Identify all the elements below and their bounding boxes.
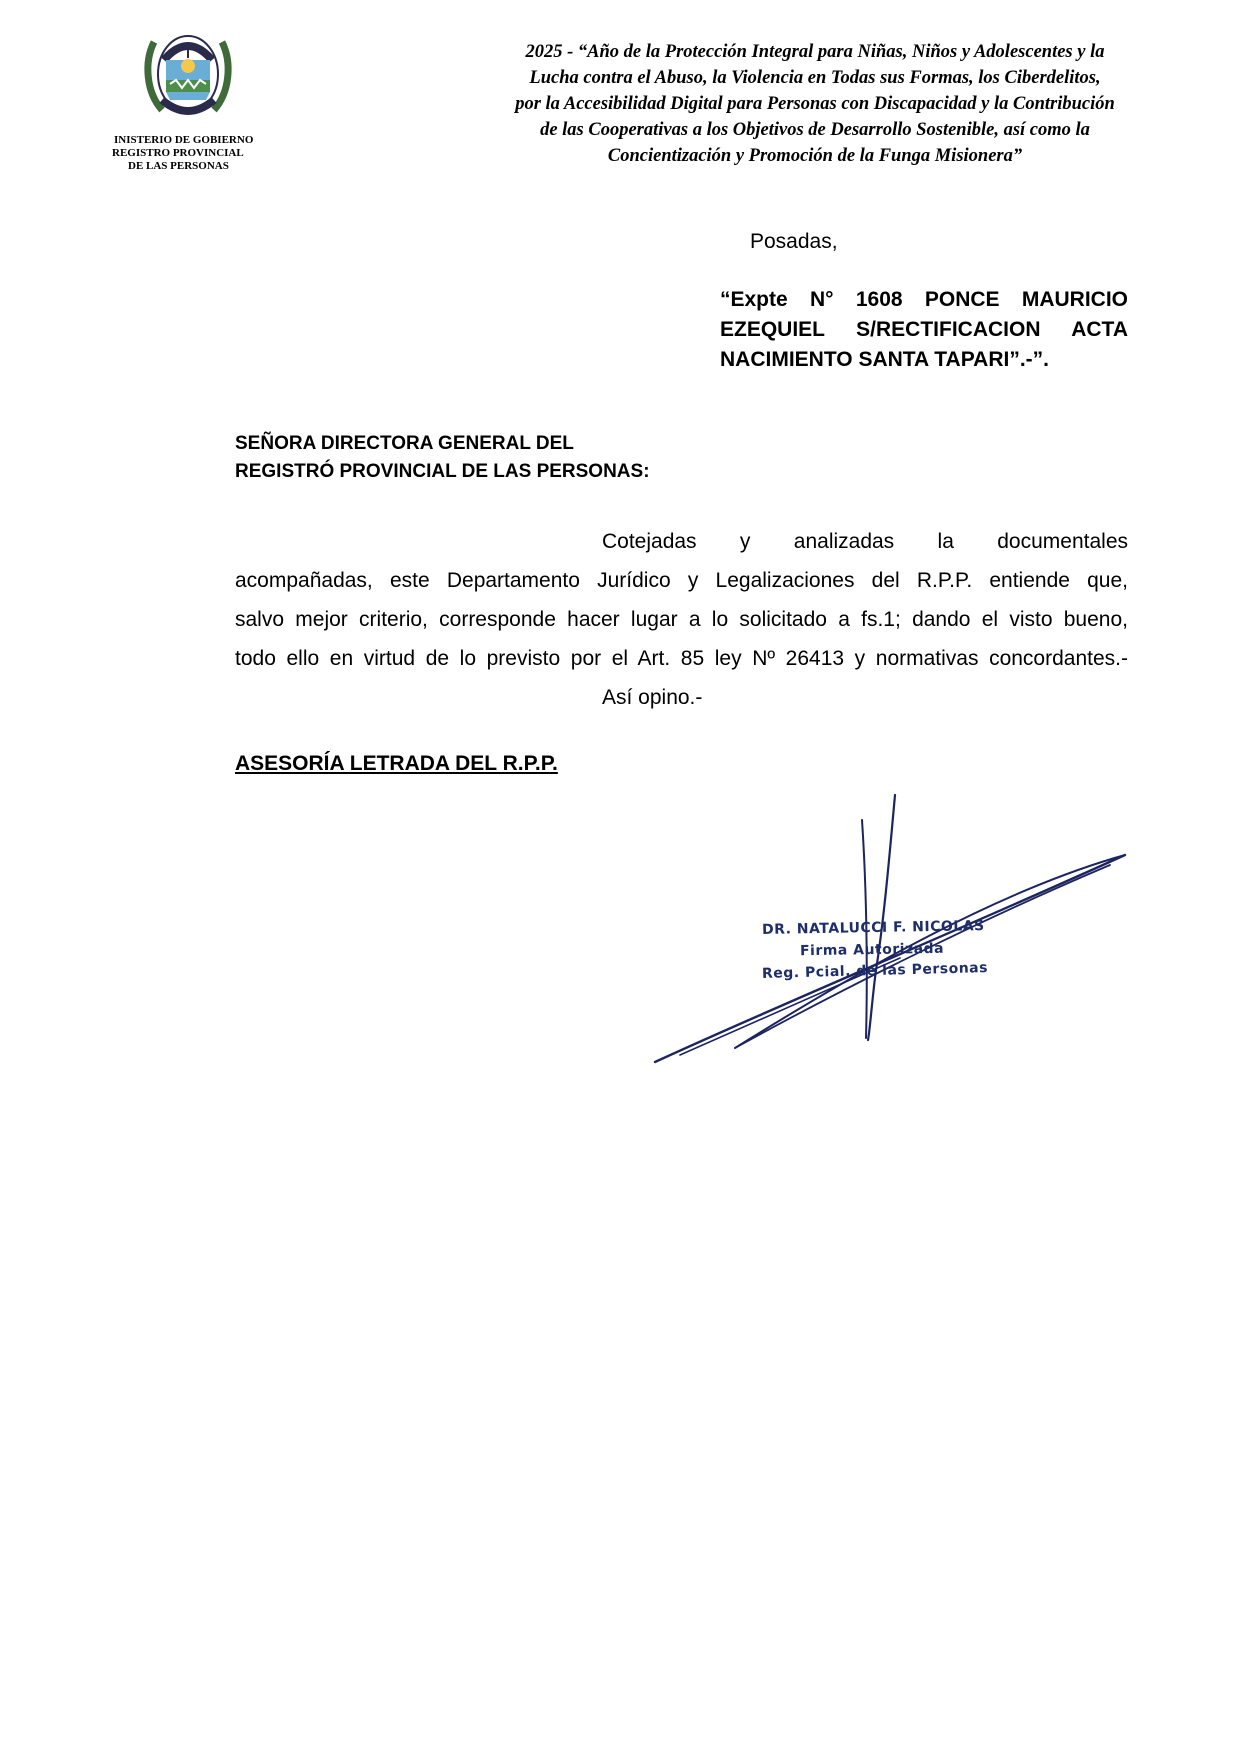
motto-line: de las Cooperativas a los Objetivos de Desarrollo Sostenible, así como la [540, 120, 1090, 140]
motto-line: Concientización y Promoción de la Funga Misionera” [607, 146, 1023, 166]
stamp-line: DR. NATALUCCI F. NICOLAS [761, 918, 985, 938]
case-reference-line: “Expte N° 1608 PONCE MAURICIO [720, 288, 1128, 311]
stamp-line: Firma Autorizada [799, 940, 945, 960]
paragraph-line: Cotejadas y analizadas la documentales [602, 530, 1128, 553]
org-line: INISTERIO DE GOBIERNO [114, 134, 254, 146]
org-line: DE LAS PERSONAS [128, 160, 229, 172]
case-reference-line: EZEQUIEL S/RECTIFICACION ACTA [720, 318, 1128, 341]
place-date: Posadas, [750, 230, 838, 253]
addressee [235, 430, 650, 486]
addressee-line: SEÑORA DIRECTORA GENERAL DEL [235, 433, 574, 454]
paragraph-line: acompañadas, este Departamento Jurídico y Legalizaciones del R.P.P. entiende que, [235, 569, 1128, 592]
opinion-paragraph [235, 522, 1128, 717]
addressee-line: REGISTRÓ PROVINCIAL DE LAS PERSONAS: [235, 461, 650, 482]
case-reference [720, 285, 1128, 375]
province-crest-icon [140, 22, 236, 122]
motto-line: Lucha contra el Abuso, la Violencia en Todas sus Formas, los Ciberdelitos, [529, 68, 1101, 88]
paragraph-line: todo ello en virtud de lo previsto por el Art. 85 ley Nº 26413 y normativas concordantes.- [235, 647, 1128, 670]
motto-line: 2025 - “Año de la Protección Integral para Niñas, Niños y Adolescentes y la [525, 42, 1105, 62]
office-title: ASESORÍA LETRADA DEL R.P.P. [235, 752, 558, 775]
org-line: REGISTRO PROVINCIAL [112, 147, 244, 159]
case-reference-line: NACIMIENTO SANTA TAPARI”.-”. [720, 348, 1049, 371]
stamp-line: Reg. Pcial. de las Personas [761, 960, 989, 982]
year-motto [440, 39, 1190, 169]
issuing-organization [106, 134, 276, 173]
motto-line: por la Accesibilidad Digital para Personas con Discapacidad y la Contribución [515, 94, 1115, 114]
paragraph-line: salvo mejor criterio, corresponde hacer lugar a lo solicitado a fs.1; dando el visto bueno, [235, 608, 1128, 631]
closing-phrase: Así opino.- [602, 686, 703, 709]
